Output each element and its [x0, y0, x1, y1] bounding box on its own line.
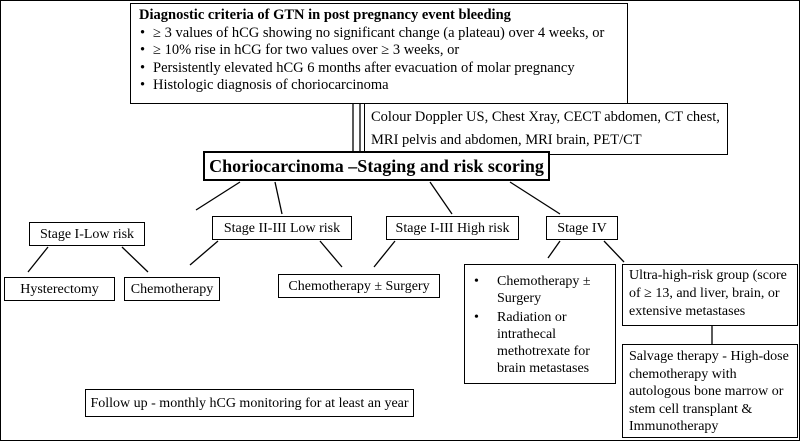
criteria-title: Diagnostic criteria of GTN in post pregnancy event bleeding [139, 7, 511, 23]
chemotherapy-box [124, 277, 220, 301]
follow-up-text: Follow up - monthly hCG monitoring for at least an year [90, 395, 409, 411]
connector-s2-chemotherapy [190, 241, 218, 265]
stage-iv-treatment-box [464, 264, 616, 384]
treatment-label: Chemotherapy ± Surgery [288, 278, 430, 294]
staging-title-box [203, 151, 550, 181]
connector-s3-chemo-surgery [374, 241, 395, 267]
stage-ii-iii-low-risk-box [212, 216, 352, 240]
connector-s4-list [548, 241, 560, 258]
salvage-therapy-box [622, 344, 798, 438]
stage-iv-box [546, 216, 618, 240]
stage-iv-treatment-list [473, 273, 609, 377]
stage-label: Stage I-III High risk [395, 220, 510, 236]
salvage-therapy-text: Salvage therapy - High-dose chemotherapy with autologous bone marrow or stem cell transplant & Immunotherapy [629, 349, 789, 434]
treatment-label: Chemotherapy [130, 281, 214, 297]
criteria-item: • ≥ 3 values of hCG showing no significant change (a plateau) over 4 weeks, or [139, 25, 621, 43]
criteria-item: • ≥ 10% rise in hCG for two values over ≥ 3 weeks, or [139, 42, 621, 60]
connector-s2-chemo-surgery [320, 241, 342, 267]
treatment-label: Hysterectomy [20, 281, 99, 297]
imaging-workup-box [364, 103, 728, 155]
connector-staging-s4 [510, 182, 560, 214]
follow-up-box [85, 389, 414, 417]
stage-iv-treatment-item: • Chemotherapy ± Surgery [473, 273, 609, 307]
stage-label: Stage II-III Low risk [223, 220, 341, 236]
criteria-item: • Histologic diagnosis of choriocarcinoma [139, 77, 621, 95]
staging-title: Choriocarcinoma –Staging and risk scoring [209, 155, 544, 176]
connector-s4-ultra-high-risk [604, 241, 624, 262]
hysterectomy-box [4, 277, 115, 301]
stage-label: Stage IV [557, 220, 607, 236]
stage-i-iii-high-risk-box [386, 216, 519, 240]
connector-staging-s1 [196, 182, 240, 210]
ultra-high-risk-text: Ultra-high-risk group (score of ≥ 13, and liver, brain, or extensive metastases [629, 268, 787, 319]
stage-iv-treatment-item: • Radiation or intrathecal methotrexate for brain metastases [473, 309, 609, 377]
connector-s1-hysterectomy [28, 247, 48, 272]
imaging-text: Colour Doppler US, Chest Xray, CECT abdomen, CT chest, MRI pelvis and abdomen, MRI brain, PET/CT [371, 109, 720, 148]
diagnostic-criteria-box [130, 3, 628, 104]
ultra-high-risk-box [622, 264, 798, 326]
criteria-list [139, 25, 621, 95]
stage-label: Stage I-Low risk [39, 226, 135, 242]
criteria-item: • Persistently elevated hCG 6 months after evacuation of molar pregnancy [139, 60, 621, 78]
stage-i-low-risk-box [29, 222, 145, 246]
connector-staging-s2 [275, 182, 282, 214]
chemotherapy-surgery-box [278, 274, 440, 298]
connector-staging-s3 [430, 182, 452, 214]
connector-s1-chemotherapy [122, 247, 148, 272]
